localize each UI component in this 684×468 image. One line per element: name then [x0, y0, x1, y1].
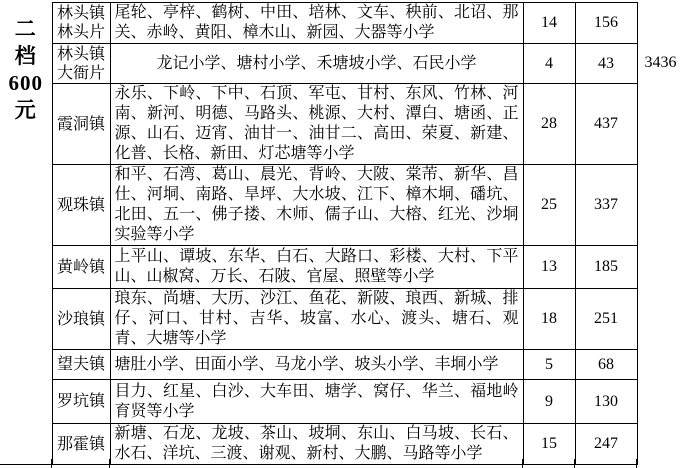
school-count-cell: 28	[523, 84, 575, 165]
tier-label-line: 600	[8, 70, 43, 95]
tier-label-line: 档	[14, 43, 37, 68]
amount-cell: 130	[575, 380, 637, 424]
schools-cell: 尾轮、亭梓、鹤树、中田、培林、文车、秧前、北诏、那关、赤岭、黄阳、樟木山、新园、大器等小学	[110, 3, 523, 44]
grid-line-stub	[636, 459, 637, 468]
table-row	[0, 3, 637, 44]
town-name: 沙琅镇	[56, 310, 105, 328]
town-cell	[52, 3, 110, 44]
amount-cell: 251	[575, 289, 637, 350]
funding-tier-table	[0, 2, 638, 465]
town-name: 望夫镇	[56, 356, 105, 373]
school-count-cell: 9	[523, 380, 575, 424]
grid-line-stub	[109, 459, 110, 468]
school-count-cell: 14	[523, 3, 575, 44]
table-row	[0, 289, 637, 350]
amount-cell: 437	[575, 84, 637, 165]
town-cell	[52, 350, 110, 380]
table-row	[0, 350, 637, 380]
tier-label-line: 元	[14, 97, 37, 122]
town-cell	[52, 424, 110, 465]
table-row	[0, 44, 637, 84]
town-name: 林头镇	[56, 45, 105, 63]
town-cell	[52, 246, 110, 289]
amount-cell: 247	[575, 424, 637, 465]
town-name: 霞洞镇	[56, 115, 105, 133]
table-row	[0, 424, 637, 465]
town-name: 黄岭镇	[56, 258, 105, 276]
amount-cell: 68	[575, 350, 637, 380]
table-row	[0, 165, 637, 246]
schools-cell: 新塘、石龙、龙坡、茶山、坡垌、东山、白马坡、长石、水石、洋坑、三渡、谢观、新村、大鹏、马路等小学	[110, 424, 523, 465]
tier-label-line: 二	[14, 16, 37, 41]
school-count-cell: 15	[523, 424, 575, 465]
town-cell	[52, 84, 110, 165]
schools-cell: 上平山、谭坡、东华、白石、大路口、彩楼、大村、下平山、山椒窝、万长、石陂、官屋、照壁等小学	[110, 246, 523, 289]
town-name: 观珠镇	[56, 196, 105, 214]
tier-total-value: 3436	[644, 54, 677, 71]
table-row	[0, 380, 637, 424]
town-name: 林头镇	[56, 5, 105, 22]
town-cell	[52, 165, 110, 246]
school-count-cell: 13	[523, 246, 575, 289]
amount-cell: 43	[575, 44, 637, 84]
schools-cell: 和平、石湾、葛山、晨光、背岭、大陂、棠芾、新华、昌仕、河垌、南路、旱坪、大水坡、江下、樟木垌、磻坑、北田、五一、佛子搂、木师、儒子山、大榕、红光、沙垌实验等小学	[110, 165, 523, 246]
schools-cell: 永乐、下岭、下中、石顶、军屯、甘村、东风、竹林、河南、新河、明德、马路头、桃源、大村、潭白、塘函、正源、山石、迈宵、油甘一、油甘二、高田、荣夏、新建、化普、长格、新田、灯芯塘等小学	[110, 84, 523, 165]
amount-cell: 337	[575, 165, 637, 246]
table-row	[0, 84, 637, 165]
town-cell	[52, 44, 110, 84]
town-cell	[52, 289, 110, 350]
town-name: 那霍镇	[56, 435, 105, 453]
amount-cell: 156	[575, 3, 637, 44]
schools-cell: 塘肚小学、田面小学、马龙小学、坡头小学、丰垌小学	[110, 350, 523, 380]
schools-cell: 目力、红星、白沙、大车田、塘学、窝仔、华兰、福地岭育贤等小学	[110, 380, 523, 424]
amount-cell: 185	[575, 246, 637, 289]
town-name: 大衙片	[56, 64, 105, 82]
tier-label	[0, 3, 52, 124]
town-name: 罗坑镇	[56, 393, 105, 410]
town-name: 林头片	[56, 24, 105, 41]
school-count-cell: 5	[523, 350, 575, 380]
tier-label-cell	[0, 3, 52, 465]
school-count-cell: 25	[523, 165, 575, 246]
schools-cell: 琅东、尚塘、大历、沙江、鱼花、新陂、琅西、新城、排仔、河口、甘村、吉华、坡富、水心、渡头、塘石、观青、大塘等小学	[110, 289, 523, 350]
table-row	[0, 246, 637, 289]
school-count-cell: 4	[523, 44, 575, 84]
grid-line-stub	[574, 459, 575, 468]
grid-line-stub	[51, 459, 52, 468]
school-count-cell: 18	[523, 289, 575, 350]
town-cell	[52, 380, 110, 424]
grid-line-stub	[522, 459, 523, 468]
schools-cell: 龙记小学、塘村小学、禾塘坡小学、石民小学	[110, 44, 523, 84]
